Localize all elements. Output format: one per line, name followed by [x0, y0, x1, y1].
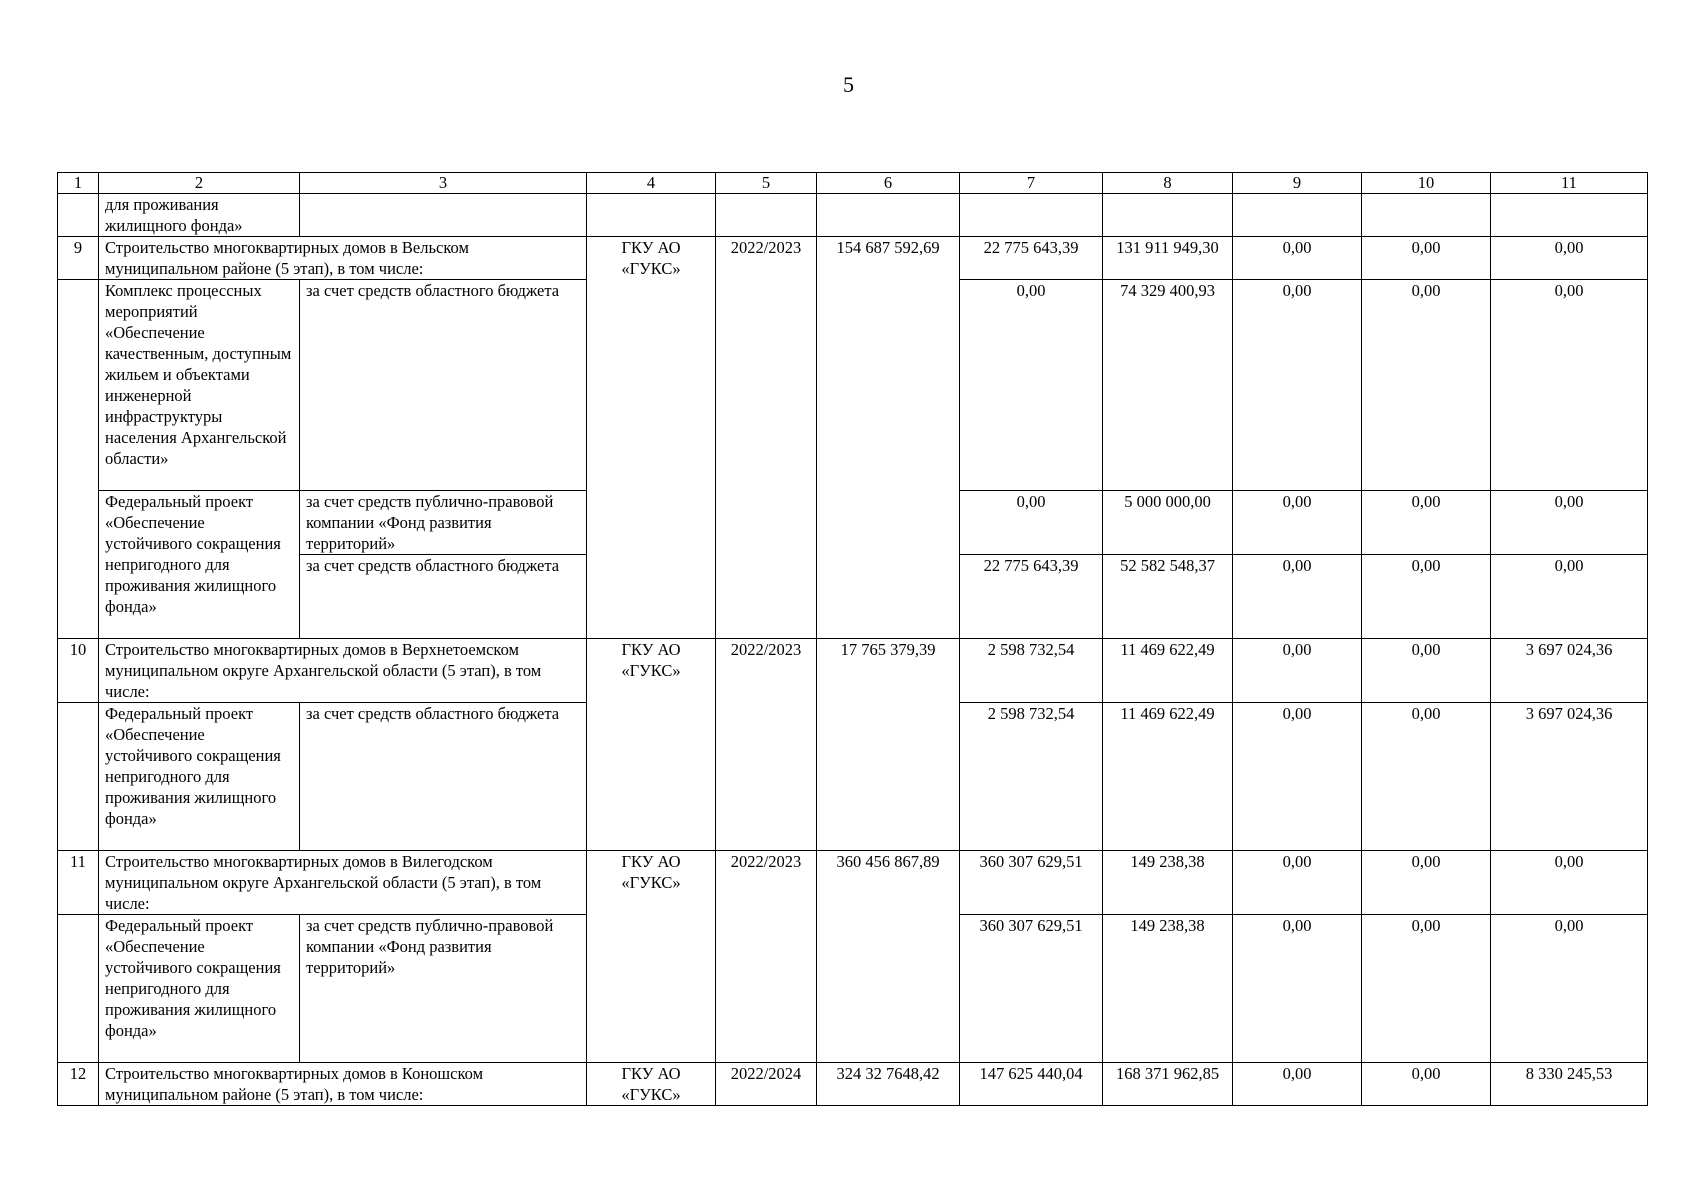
item-row — [58, 851, 1648, 915]
budget-table — [57, 172, 1648, 1106]
col-header: 1 — [58, 173, 99, 194]
value-cell: 52 582 548,37 — [1103, 555, 1233, 639]
item-total: 17 765 379,39 — [817, 639, 960, 851]
col-header: 2 — [99, 173, 300, 194]
value-cell: 0,00 — [1362, 915, 1491, 1063]
value-cell: 2 598 732,54 — [960, 703, 1103, 851]
value-cell: 360 307 629,51 — [960, 915, 1103, 1063]
value-cell: 0,00 — [1491, 237, 1648, 280]
col-header: 10 — [1362, 173, 1491, 194]
item-number: 11 — [58, 851, 99, 915]
col-header: 6 — [817, 173, 960, 194]
funding-source: за счет средств областного бюджета — [300, 555, 587, 639]
value-cell: 8 330 245,53 — [1491, 1063, 1648, 1106]
value-cell: 22 775 643,39 — [960, 237, 1103, 280]
item-period: 2022/2023 — [716, 237, 817, 639]
value-cell: 0,00 — [1362, 491, 1491, 555]
value-cell: 0,00 — [1233, 280, 1362, 491]
value-cell: 74 329 400,93 — [1103, 280, 1233, 491]
item-row — [58, 1063, 1648, 1106]
col-header: 8 — [1103, 173, 1233, 194]
value-cell: 0,00 — [1233, 555, 1362, 639]
continuation-row — [58, 194, 1648, 237]
item-total: 154 687 592,69 — [817, 237, 960, 639]
value-cell: 0,00 — [1233, 237, 1362, 280]
value-cell: 0,00 — [1362, 280, 1491, 491]
value-cell: 3 697 024,36 — [1491, 703, 1648, 851]
item-organization: ГКУ АО «ГУКС» — [587, 851, 716, 1063]
value-cell: 0,00 — [1233, 851, 1362, 915]
item-number: 9 — [58, 237, 99, 280]
col-header: 9 — [1233, 173, 1362, 194]
value-cell: 0,00 — [1491, 491, 1648, 555]
value-cell: 11 469 622,49 — [1103, 639, 1233, 703]
value-cell: 0,00 — [1362, 851, 1491, 915]
sub-project-name: Федеральный проект «Обеспечение устойчивого сокращения непригодного для проживания жилищного фонда» — [99, 703, 300, 851]
value-cell: 0,00 — [1362, 237, 1491, 280]
item-period: 2022/2024 — [716, 1063, 817, 1106]
project-name: для проживания жилищного фонда» — [99, 194, 300, 237]
value-cell: 149 238,38 — [1103, 851, 1233, 915]
value-cell: 0,00 — [1233, 491, 1362, 555]
item-number: 10 — [58, 639, 99, 703]
item-title: Строительство многоквартирных домов в Вельском муниципальном районе (5 этап), в том числе: — [99, 237, 587, 280]
value-cell: 149 238,38 — [1103, 915, 1233, 1063]
sub-project-name: Федеральный проект «Обеспечение устойчивого сокращения непригодного для проживания жилищного фонда» — [99, 915, 300, 1063]
value-cell: 0,00 — [1362, 703, 1491, 851]
value-cell: 0,00 — [960, 491, 1103, 555]
value-cell: 0,00 — [1233, 1063, 1362, 1106]
col-header: 3 — [300, 173, 587, 194]
value-cell: 0,00 — [1491, 280, 1648, 491]
value-cell: 168 371 962,85 — [1103, 1063, 1233, 1106]
value-cell: 0,00 — [960, 280, 1103, 491]
col-header: 7 — [960, 173, 1103, 194]
col-header: 5 — [716, 173, 817, 194]
item-period: 2022/2023 — [716, 851, 817, 1063]
value-cell: 0,00 — [1233, 703, 1362, 851]
value-cell: 147 625 440,04 — [960, 1063, 1103, 1106]
value-cell: 3 697 024,36 — [1491, 639, 1648, 703]
funding-source: за счет средств публично-правовой компании «Фонд развития территорий» — [300, 915, 587, 1063]
funding-source: за счет средств областного бюджета — [300, 703, 587, 851]
item-organization: ГКУ АО «ГУКС» — [587, 639, 716, 851]
value-cell: 0,00 — [1491, 851, 1648, 915]
value-cell: 0,00 — [1491, 555, 1648, 639]
column-number-row — [58, 173, 1648, 194]
value-cell: 2 598 732,54 — [960, 639, 1103, 703]
sub-project-name: Комплекс процессных мероприятий «Обеспечение качественным, доступным жильем и объектами инженерной инфраструктуры населения Архангельской области» — [99, 280, 300, 491]
col-header: 11 — [1491, 173, 1648, 194]
item-title: Строительство многоквартирных домов в Верхнетоемском муниципальном округе Архангельской области (5 этап), в том числе: — [99, 639, 587, 703]
item-period: 2022/2023 — [716, 639, 817, 851]
item-total: 360 456 867,89 — [817, 851, 960, 1063]
value-cell: 131 911 949,30 — [1103, 237, 1233, 280]
col-header: 4 — [587, 173, 716, 194]
page-number: 5 — [843, 72, 854, 97]
item-row — [58, 639, 1648, 703]
item-total: 324 32 7648,42 — [817, 1063, 960, 1106]
item-title: Строительство многоквартирных домов в Вилегодском муниципальном округе Архангельской области (5 этап), в том числе: — [99, 851, 587, 915]
sub-project-name: Федеральный проект «Обеспечение устойчивого сокращения непригодного для проживания жилищного фонда» — [99, 491, 300, 639]
value-cell: 0,00 — [1362, 555, 1491, 639]
item-organization: ГКУ АО «ГУКС» — [587, 237, 716, 639]
funding-source: за счет средств публично-правовой компании «Фонд развития территорий» — [300, 491, 587, 555]
value-cell: 0,00 — [1233, 915, 1362, 1063]
value-cell: 11 469 622,49 — [1103, 703, 1233, 851]
value-cell: 0,00 — [1233, 639, 1362, 703]
value-cell: 5 000 000,00 — [1103, 491, 1233, 555]
item-number: 12 — [58, 1063, 99, 1106]
funding-source: за счет средств областного бюджета — [300, 280, 587, 491]
item-title: Строительство многоквартирных домов в Коношском муниципальном районе (5 этап), в том числе: — [99, 1063, 587, 1106]
item-row — [58, 237, 1648, 280]
item-organization: ГКУ АО «ГУКС» — [587, 1063, 716, 1106]
value-cell: 22 775 643,39 — [960, 555, 1103, 639]
value-cell: 0,00 — [1491, 915, 1648, 1063]
value-cell: 0,00 — [1362, 1063, 1491, 1106]
value-cell: 0,00 — [1362, 639, 1491, 703]
value-cell: 360 307 629,51 — [960, 851, 1103, 915]
